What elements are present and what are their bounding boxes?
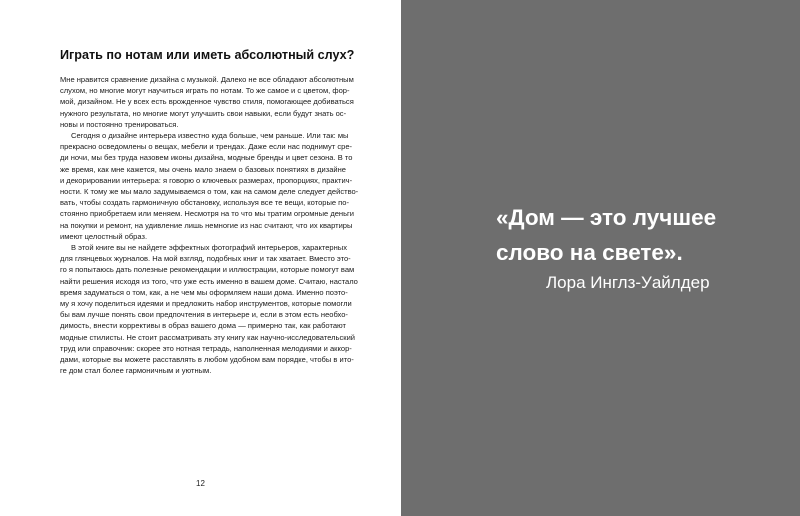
text-line: Сегодня о дизайне интерьера известно куда больше, чем раньше. Или так: мы xyxy=(71,131,349,141)
text-line: Мне нравится сравнение дизайна с музыкой. Далеко не все обладают абсолютным xyxy=(60,75,354,84)
text-line: димость, внести коррективы в образ вашего дома — примерно так, как работают xyxy=(60,321,346,331)
text-line: время задуматься о том, как, а не чем мы оформляем наши дома. Именно поэто- xyxy=(60,287,348,297)
text-line: бы вам лучше понять свои предпочтения в интерьере и, если в этом есть необхо- xyxy=(60,310,348,320)
text-line: слухом, но многие могут научиться играть по нотам. То же самое и с цветом, фор- xyxy=(60,86,350,96)
text-line: и декорировании интерьера: я говорю о ключевых размерах, пропорциях, практич- xyxy=(60,175,353,185)
paragraph-2 xyxy=(60,130,359,242)
text-line: найти решения исходя из того, что уже есть именно в вашем доме. Считаю, насталo xyxy=(60,276,358,286)
text-line: ности. К тому же мы мало задумываемся о том, как на самом деле следует действо- xyxy=(60,187,359,197)
text-line: ди ночи, мы без труда назовем иконы дизайна, модные бренды и цвет сезона. В то xyxy=(60,153,353,163)
paragraph-3 xyxy=(60,242,358,376)
quote-author: Лора Инглз-Уайлдер xyxy=(546,273,710,292)
text-line: му я хочу поделиться идеями и предложить набор инструментов, которые помогли xyxy=(60,299,352,309)
text-line: мой, дизайном. Не у всех есть врожденное чувство стиля, помогающее добиваться xyxy=(60,97,354,107)
text-line: на покупки и ремонт, на удивление лишь немногие из нас считают, что их квартиры xyxy=(60,220,353,230)
body-text xyxy=(60,74,359,376)
text-line: дами, которые вы можете расставлять в любом удобном вам порядке, чтобы в ито- xyxy=(60,355,354,365)
text-line: вать, чтобы создать гармоничную обстановку, используя все те вещи, которые по- xyxy=(60,198,349,208)
paragraph-1 xyxy=(60,74,354,130)
text-line: труд или справочник: скорее это нотная тетрадь, наполненная мелодиями и аккор- xyxy=(60,343,352,353)
text-line: ге дом стал более гармоничным и уютным. xyxy=(60,366,212,376)
section-heading: Играть по нотам или иметь абсолютный слух? xyxy=(60,48,355,62)
text-line: модные стилисты. Не стоит рассматривать эту книгу как научно-исследовательский xyxy=(60,332,355,342)
text-line: В этой книге вы не найдете эффектных фотографий интерьеров, характерных xyxy=(71,243,347,253)
text-line: имеют целостный образ. xyxy=(60,231,148,241)
text-line: го я попытаюсь дать полезные рекомендации и иллюстрации, которые помогут вам xyxy=(60,265,355,275)
text-line: стоянно приобретаем или меняем. Несмотря на то что мы тратим огромные деньги xyxy=(60,209,354,219)
quote-line: «Дом — это лучшее xyxy=(496,205,717,230)
text-line: же время, как мне кажется, мы очень мало знаем о базовых понятиях в дизайне xyxy=(60,164,346,174)
quote-text xyxy=(496,200,796,270)
text-line: нужного результата, но многие могут улучшить свои навыки, если будут знать ос- xyxy=(60,108,347,118)
text-line: новы и постоянно тренироваться. xyxy=(60,119,179,129)
text-line: для глянцевых журналов. На мой взгляд, подобных книг и так хватает. Вместо это- xyxy=(60,254,351,264)
quote-line: слово на свете». xyxy=(496,240,683,265)
page-number: 12 xyxy=(196,479,205,488)
text-line: прекрасно осведомлены о вещах, мебели и трендах. Даже если нас поднимут сре- xyxy=(60,142,353,152)
